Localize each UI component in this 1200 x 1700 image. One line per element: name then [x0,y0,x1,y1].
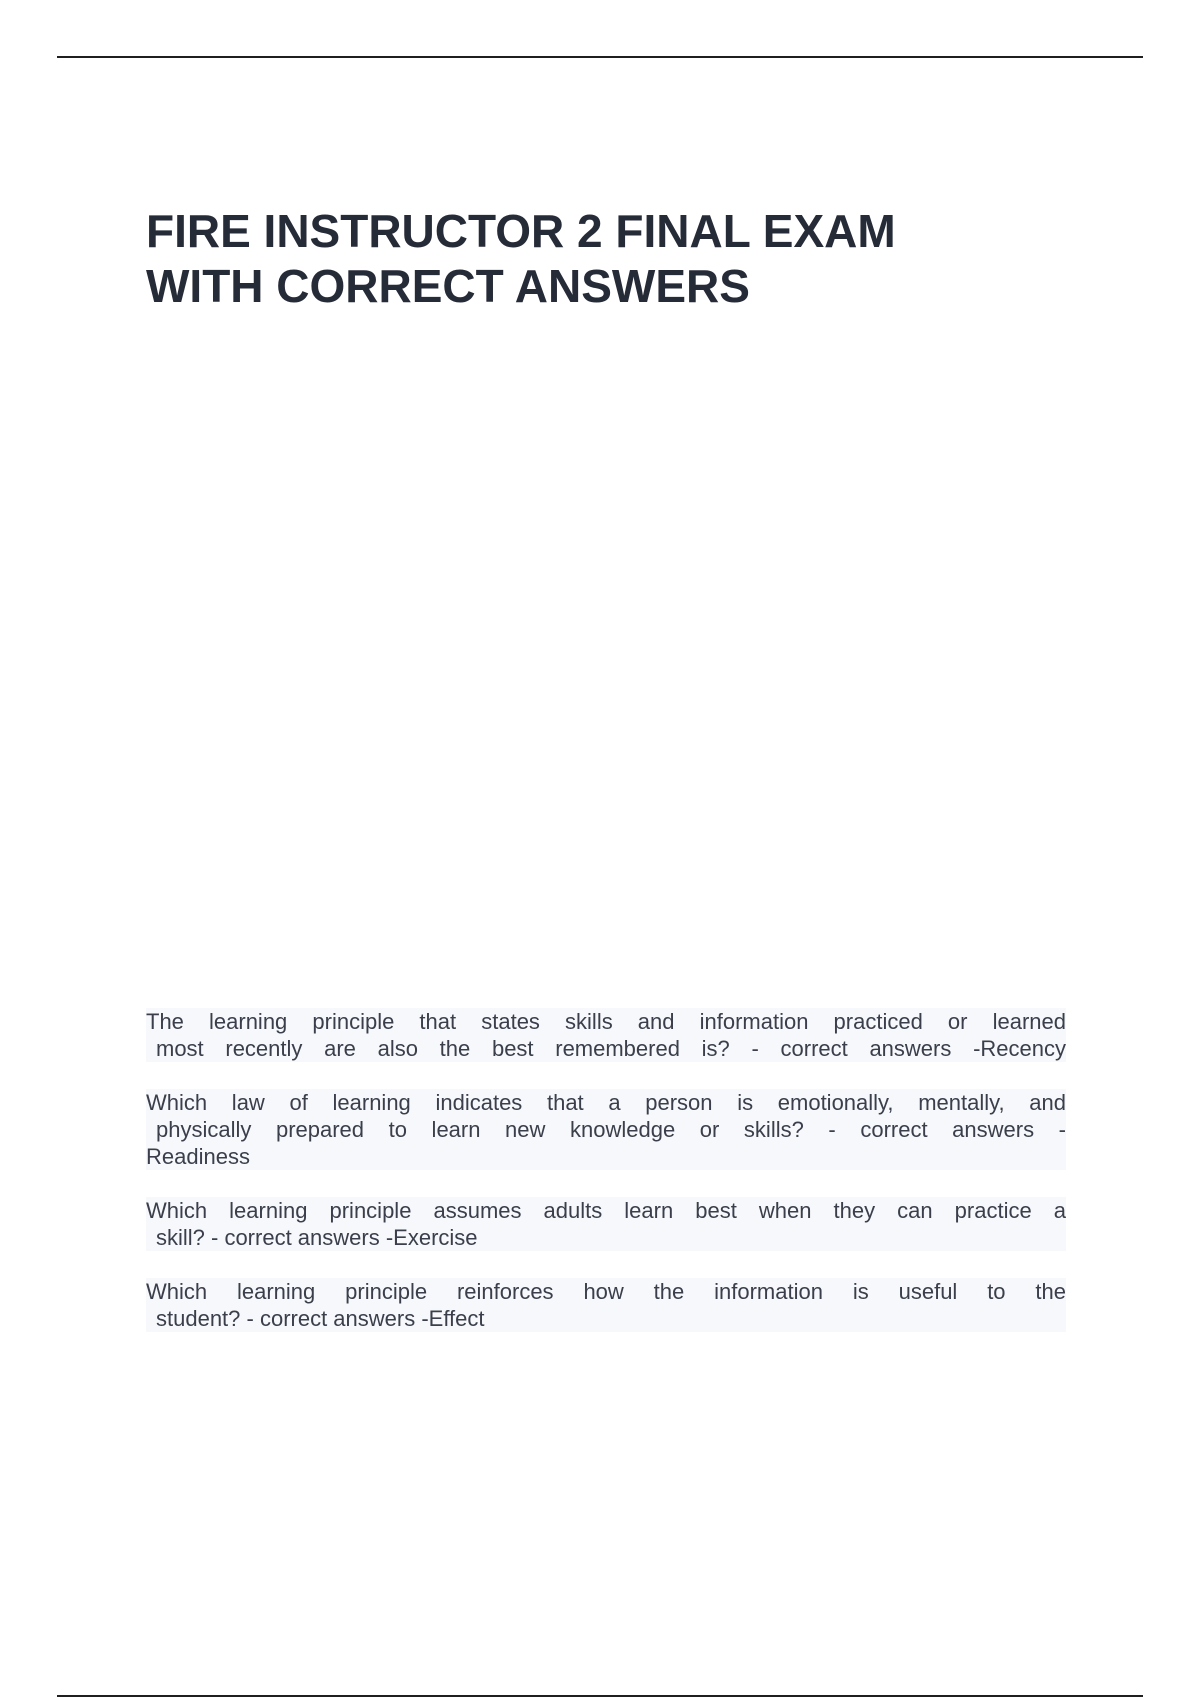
qa-line: Which learning principle assumes adults learn best when they can practice a [146,1198,1066,1223]
title-line-2: WITH CORRECT ANSWERS [146,260,750,312]
bottom-rule [57,1695,1143,1697]
qa-list [146,1008,1066,1359]
qa-line: skill? - correct answers -Exercise [146,1224,1066,1251]
top-rule [57,56,1143,58]
qa-line: The learning principle that states skills and information practiced or learned [146,1009,1066,1034]
qa-line: student? - correct answers -Effect [146,1305,1066,1332]
qa-line: Which law of learning indicates that a person is emotionally, mentally, and [146,1090,1066,1115]
document-title [146,204,1046,314]
qa-line: Which learning principle reinforces how the information is useful to the [146,1279,1066,1304]
qa-item-exercise [146,1197,1066,1251]
title-line-1: FIRE INSTRUCTOR 2 FINAL EXAM [146,205,896,257]
qa-line: Readiness [146,1143,1066,1170]
qa-item-readiness [146,1089,1066,1170]
qa-item-effect [146,1278,1066,1332]
qa-line: most recently are also the best remembered is? - correct answers -Recency [146,1035,1066,1062]
qa-line: physically prepared to learn new knowledge or skills? - correct answers - [146,1116,1066,1143]
qa-item-recency [146,1008,1066,1062]
